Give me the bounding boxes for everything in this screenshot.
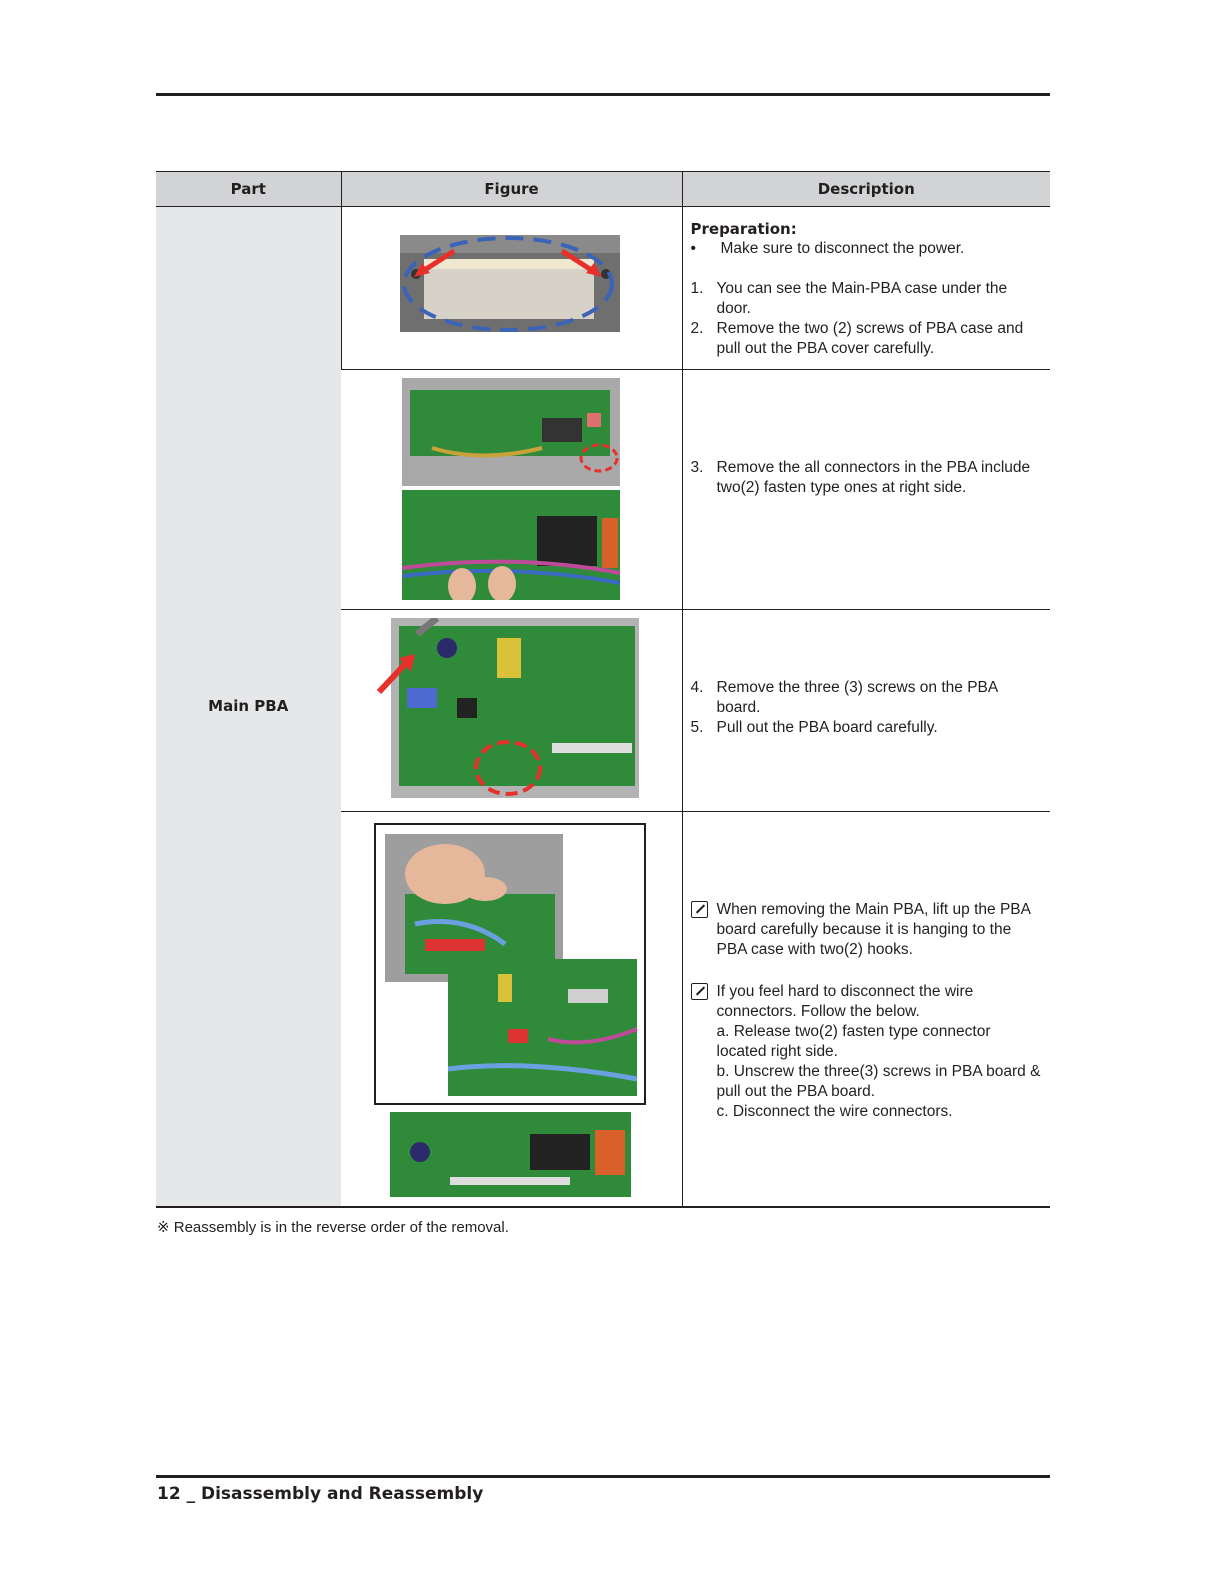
description-cell-3 <box>682 610 1050 812</box>
note-sub-a: a. Release two(2) fasten type connector located right side. <box>716 1023 991 1060</box>
procedure-table <box>156 171 1050 1208</box>
figure-cell-3 <box>341 610 682 812</box>
pba-case-photo <box>394 229 634 349</box>
note-sub-c: c. Disconnect the wire connectors. <box>716 1103 953 1120</box>
note-2: If you feel hard to disconnect the wire connectors. Follow the below. a. Release two(2) fasten type connector located right side. b. Unscrew the three(3) screws in PBA board & pull out the PBA board. c. Disconnect the wire connectors. <box>691 982 1043 1122</box>
figure-cell-2 <box>341 370 682 610</box>
preparation-text: Make sure to disconnect the power. <box>720 240 965 257</box>
header-description: Description <box>682 172 1050 207</box>
figure-cell-1 <box>341 207 682 370</box>
pba-screws-photo <box>377 618 639 803</box>
description-cell-2 <box>682 370 1050 610</box>
step-2: 2. Remove the two (2) screws of PBA case and pull out the PBA cover carefully. <box>690 320 1024 357</box>
pba-connectors-photo <box>402 378 622 600</box>
part-name: Main PBA <box>208 697 289 716</box>
page-footer: 12 _ Disassembly and Reassembly <box>157 1484 484 1504</box>
bottom-rule <box>156 1475 1050 1478</box>
description-cell-1 <box>682 207 1050 370</box>
bullet: • <box>690 240 696 257</box>
step-4: 4. Remove the three (3) screws on the PBA board. <box>690 679 998 716</box>
figure-cell-4 <box>341 812 682 1207</box>
preparation-label: Preparation: <box>690 220 797 238</box>
note-sub-b: b. Unscrew the three(3) screws in PBA board & pull out the PBA board. <box>716 1063 1041 1100</box>
reassembly-footnote: ※ Reassembly is in the reverse order of the removal. <box>157 1219 509 1236</box>
note-pencil-icon <box>691 901 708 918</box>
table-header-row <box>156 172 1050 207</box>
part-cell <box>156 207 341 1207</box>
top-rule <box>156 93 1050 96</box>
pba-board-photo <box>390 1112 632 1198</box>
step-1: 1. You can see the Main-PBA case under the door. <box>690 280 1008 317</box>
note-1: When removing the Main PBA, lift up the PBA board carefully because it is hanging to the PBA case with two(2) hooks. <box>691 900 1043 960</box>
table-row <box>156 207 1050 370</box>
header-figure: Figure <box>341 172 682 207</box>
step-3: 3. Remove the all connectors in the PBA include two(2) fasten type ones at right side. <box>690 459 1031 496</box>
description-cell-4 <box>682 812 1050 1207</box>
header-part: Part <box>156 172 341 207</box>
pba-lifted-photo <box>448 959 638 1097</box>
note-pencil-icon <box>691 983 708 1000</box>
step-5: 5. Pull out the PBA board carefully. <box>690 719 938 736</box>
